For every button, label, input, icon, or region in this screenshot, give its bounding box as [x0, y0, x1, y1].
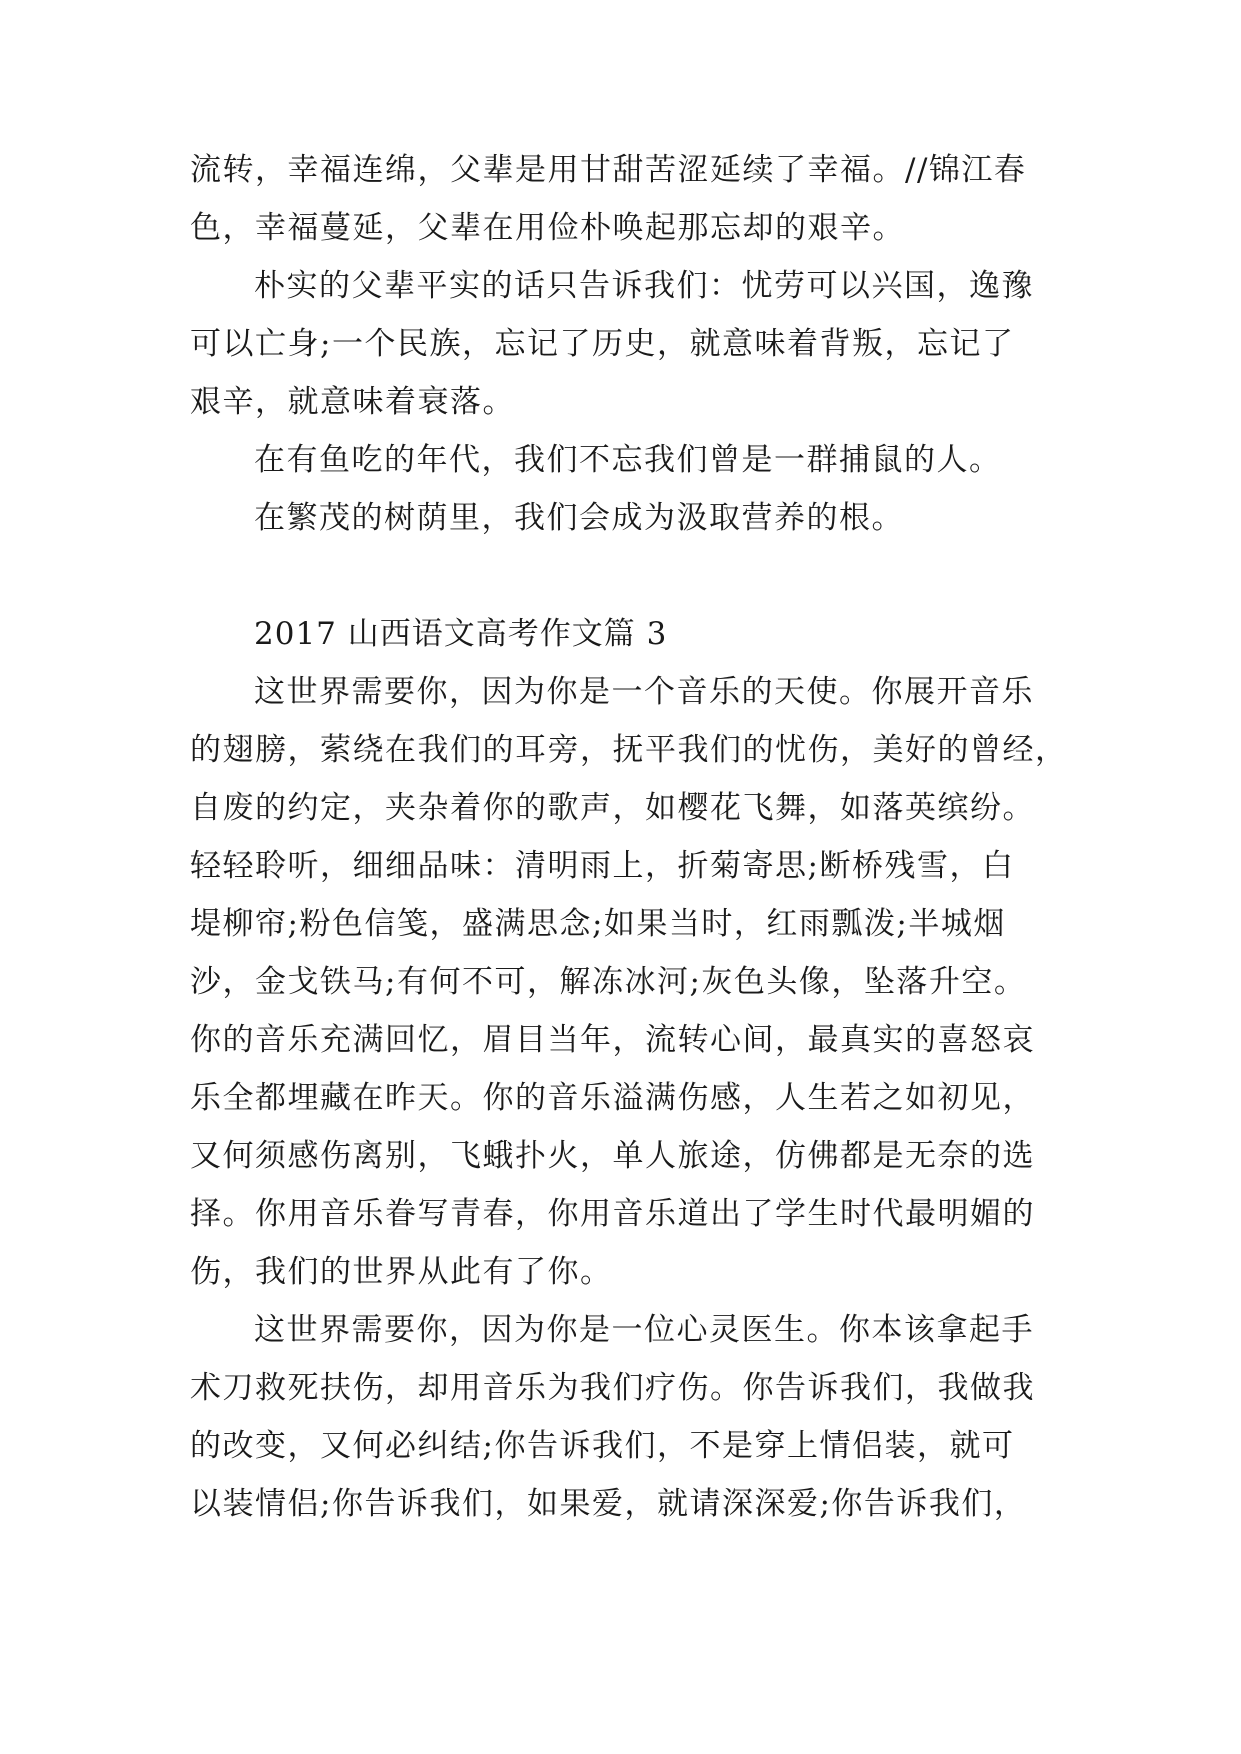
section-paragraph-1-line-3: 自废的约定，夹杂着你的歌声，如樱花飞舞，如落英缤纷。	[190, 790, 1035, 826]
section-title: 2017 山西语文高考作文篇 3	[254, 616, 668, 652]
paragraph-4-line-1: 在繁茂的树荫里，我们会成为汲取营养的根。	[254, 500, 904, 536]
section-paragraph-1-line-10: 择。你用音乐眷写青春，你用音乐道出了学生时代最明媚的	[190, 1196, 1035, 1232]
section-paragraph-1-line-9: 又何须感伤离别，飞蛾扑火，单人旅途，仿佛都是无奈的选	[190, 1138, 1035, 1174]
section-paragraph-1-line-4: 轻轻聆听，细细品味：清明雨上，折菊寄思;断桥残雪，白	[190, 848, 1015, 884]
section-paragraph-1-line-11: 伤，我们的世界从此有了你。	[190, 1254, 613, 1290]
paragraph-3-line-1: 在有鱼吃的年代，我们不忘我们曾是一群捕鼠的人。	[254, 442, 1002, 478]
section-paragraph-1-line-6: 沙，金戈铁马;有何不可，解冻冰河;灰色头像，坠落升空。	[190, 964, 1027, 1000]
section-paragraph-2-line-1: 这世界需要你，因为你是一位心灵医生。你本该拿起手	[254, 1312, 1034, 1348]
paragraph-1-line-1: 流转，幸福连绵，父辈是用甘甜苦涩延续了幸福。//锦江春	[190, 152, 1027, 188]
section-paragraph-1-line-1: 这世界需要你，因为你是一个音乐的天使。你展开音乐	[254, 674, 1034, 710]
section-paragraph-2-line-3: 的改变，又何必纠结;你告诉我们，不是穿上情侣装，就可	[190, 1428, 1015, 1464]
section-paragraph-2-line-4: 以装情侣;你告诉我们，如果爱，就请深深爱;你告诉我们，	[190, 1486, 1027, 1522]
section-paragraph-1-line-8: 乐全都埋藏在昨天。你的音乐溢满伤感，人生若之如初见，	[190, 1080, 1035, 1116]
paragraph-1-line-2: 色，幸福蔓延，父辈在用俭朴唤起那忘却的艰辛。	[190, 210, 905, 246]
section-paragraph-1-line-7: 你的音乐充满回忆，眉目当年，流转心间，最真实的喜怒哀	[190, 1022, 1035, 1058]
paragraph-2-line-3: 艰辛，就意味着衰落。	[190, 384, 515, 420]
paragraph-2-line-2: 可以亡身;一个民族，忘记了历史，就意味着背叛，忘记了	[190, 326, 1015, 362]
section-paragraph-2-line-2: 术刀救死扶伤，却用音乐为我们疗伤。你告诉我们，我做我	[190, 1370, 1035, 1406]
section-paragraph-1-line-5: 堤柳帘;粉色信笺，盛满思念;如果当时，红雨瓢泼;半城烟	[190, 906, 1006, 942]
paragraph-2-line-1: 朴实的父辈平实的话只告诉我们：忧劳可以兴国，逸豫	[254, 268, 1034, 304]
section-paragraph-1-line-2: 的翅膀，萦绕在我们的耳旁，抚平我们的忧伤，美好的曾经，	[190, 732, 1068, 768]
